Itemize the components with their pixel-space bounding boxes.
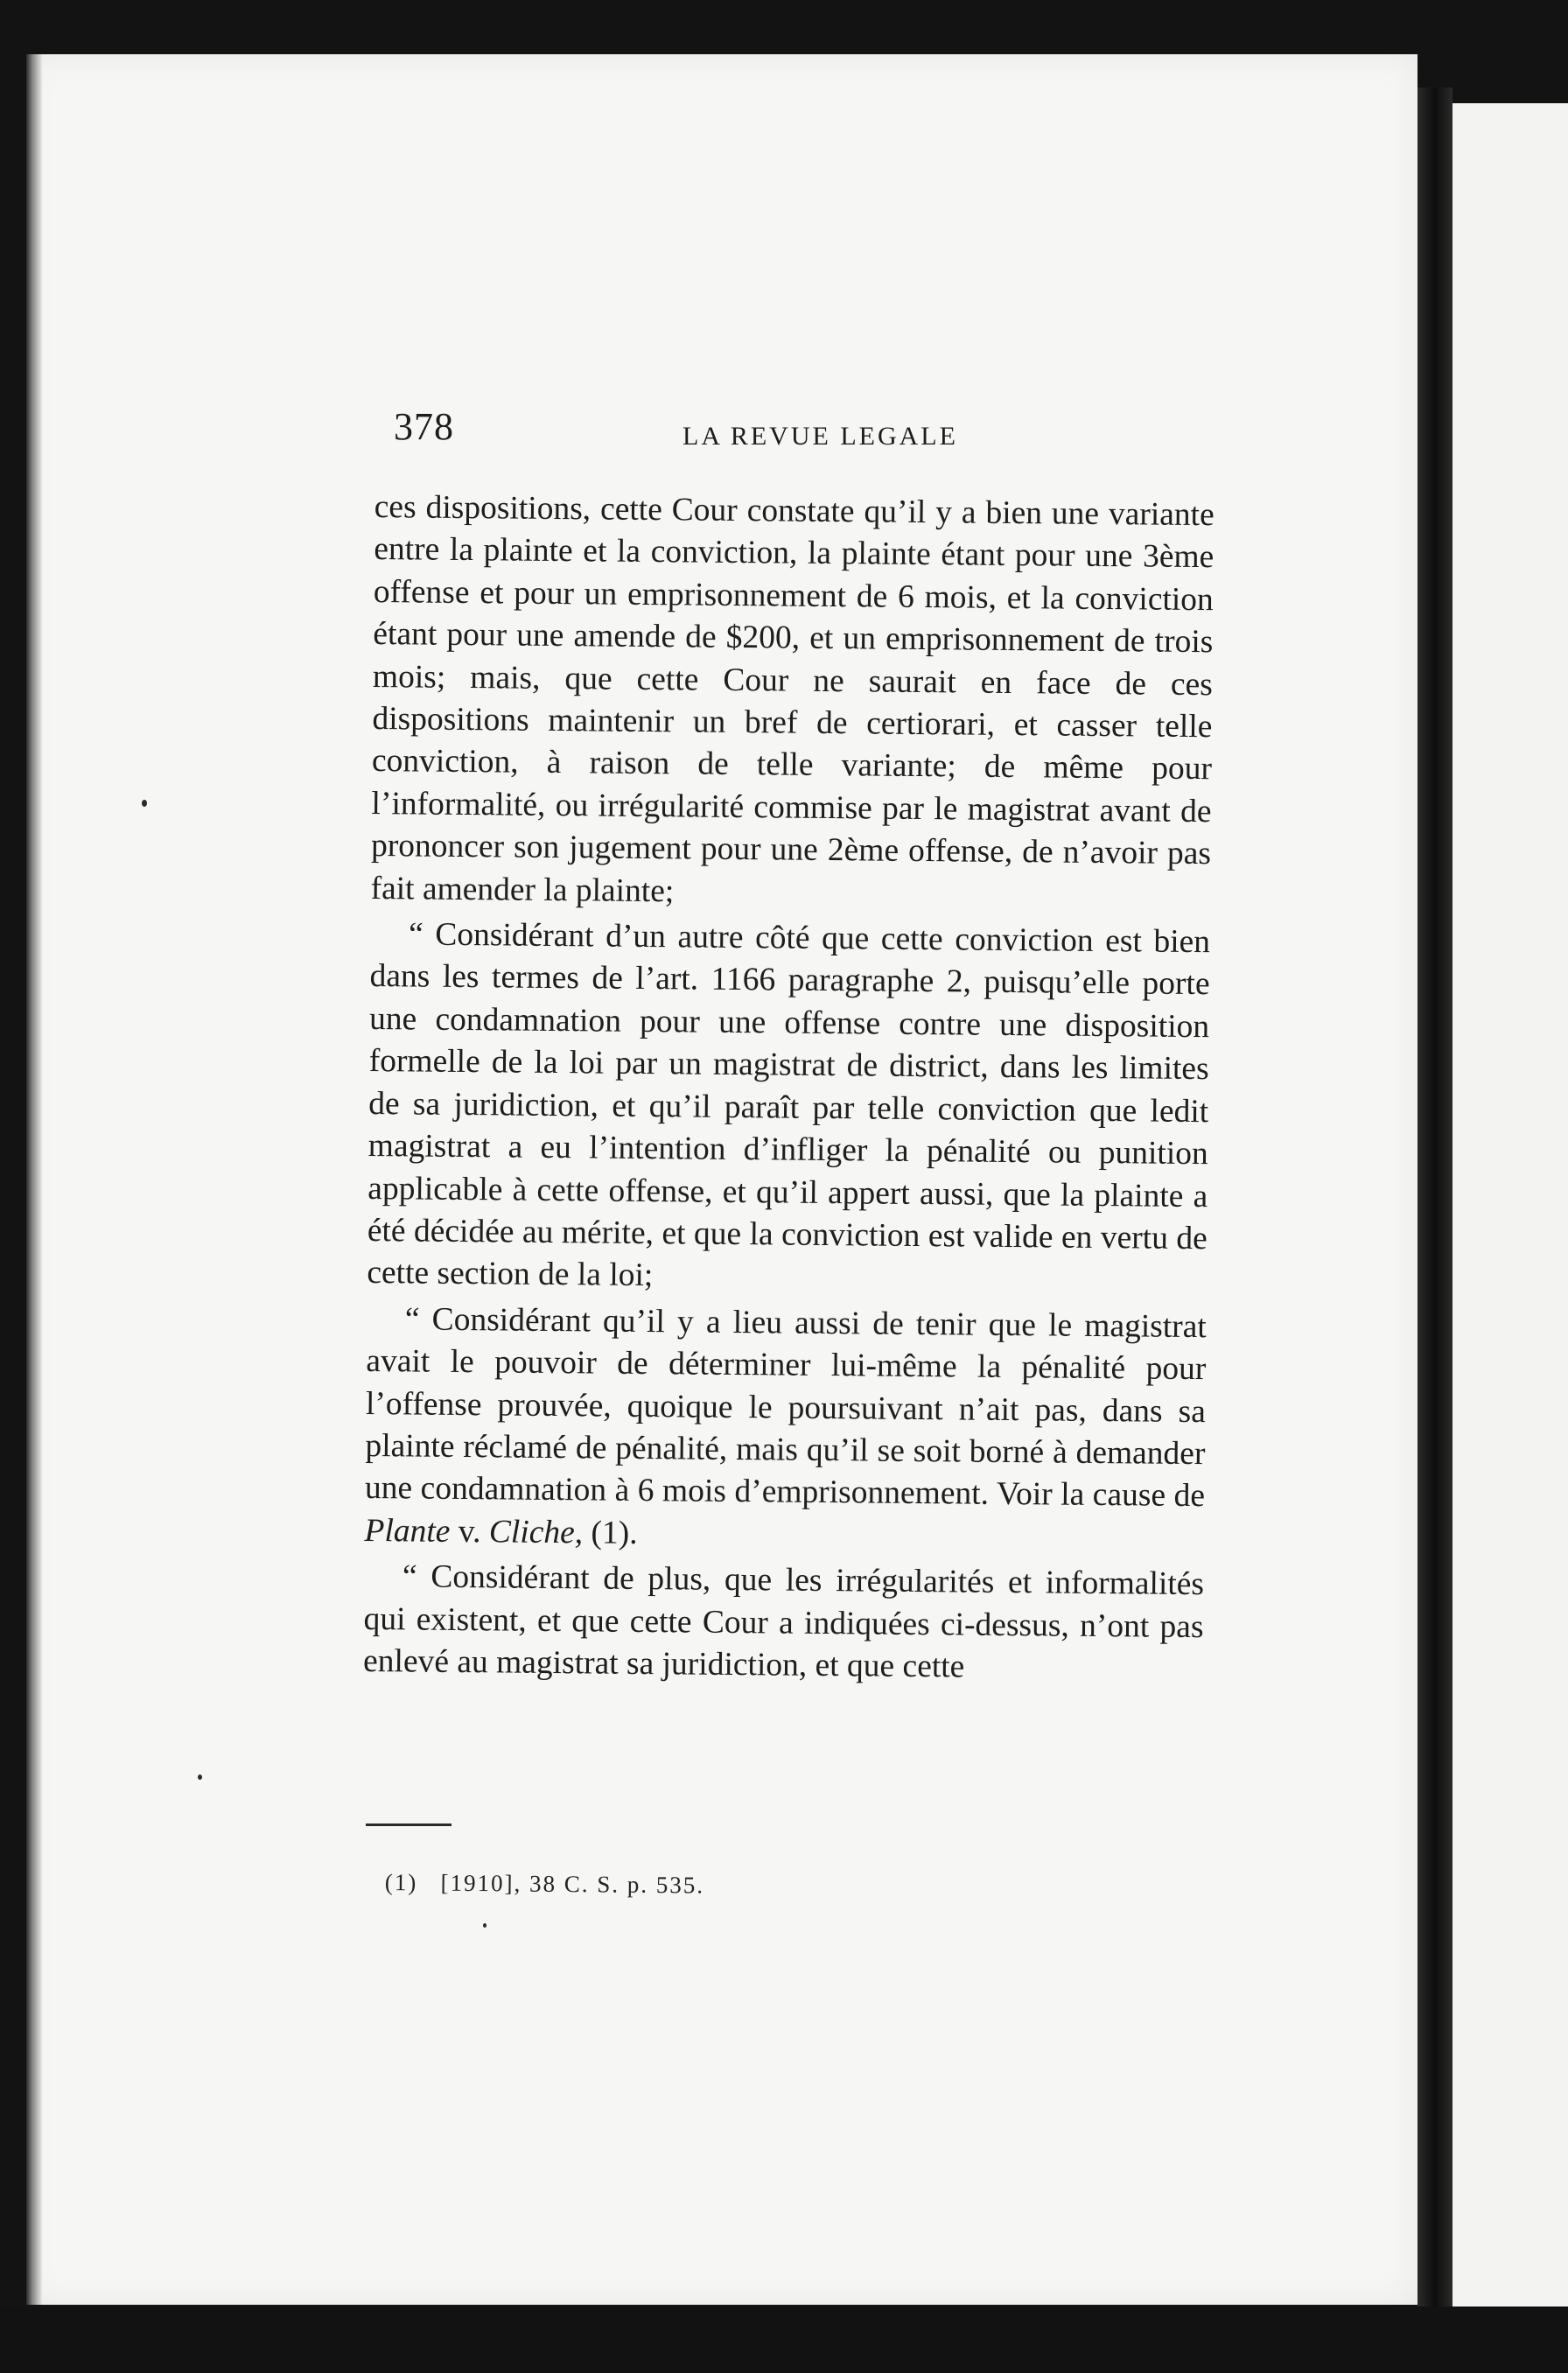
body-text [363,486,1214,1695]
footnote-divider [366,1824,452,1826]
versus-label: v. [458,1513,481,1550]
paper-speck [483,1923,486,1928]
case-name-plaintiff: Plante [364,1512,451,1550]
paragraph-continuation: ces dispositions, cette Cour constate qu’il y a bien une variante entre la plainte et la conviction, la plainte étant pour une 3ème offense et pour un emprisonnement de 6 mois, et la conviction étant pour une amende de $200, et un emprisonnement de trois mois; mais, que cette Cour ne saurait en face de ces dispositions maintenir un bref de certiorari, et casser telle conviction, à raison de telle variante; de même pour l’informalité, ou irrégularité commise par le magistrat avant de prononcer son jugement pour une 2ème offense, de n’avoir pas fait amender la plainte; [370,488,1214,909]
paper-speck [198,1774,202,1780]
footnote-marker: (1) [384,1869,418,1896]
footnote-text: [1910], 38 C. S. p. 535. [440,1869,705,1899]
facing-page-edge [1452,103,1568,2326]
page-number: 378 [394,405,454,448]
journal-title: LA REVUE LEGALE [682,422,958,451]
paper-speck [142,800,147,807]
paragraph-considerant-2 [364,1298,1207,1561]
page-binding-edge [26,54,42,2305]
paragraph-text: “ Considérant qu’il y a lieu aussi de tenir que le magistrat avait le pouvoir de déterminer lui-même la pénalité pour l’offense prouvée, quoique le poursuivant n’ait pas, dans sa plainte réclamé de pénalité, mais qu’il se soit borné à demander une condamnation à 6 mois d’emprisonnement. Voir la cause de [364,1301,1208,1515]
book-gutter [1418,88,1452,2328]
paragraph-considerant-3: “ Considérant de plus, que les irrégularités et informalités qui existent, et que cette Cour a indiquées ci-dessus, n’ont pas enlevé au magistrat sa juridiction, et que cette [362,1558,1205,1685]
footnote [385,1869,705,1900]
footnote-reference: (1). [591,1515,638,1551]
case-name-defendant: Cliche, [488,1514,584,1551]
running-head [394,404,1269,457]
paragraph-considerant-1: “ Considérant d’un autre côté que cette conviction est bien dans les termes de l’art. 1166 paragraphe 2, puisqu’elle porte une condamnation pour une offense contre une disposition formelle de la loi par un magistrat de district, dans les limites de sa juridiction, et qu’il paraît par telle conviction que ledit magistrat a eu l’intention d’infliger la pénalité ou punition applicable à cette offense, et qu’il appert aussi, que la plainte a été décidée au mérite, et que la conviction est valide en vertu de cette section de la loi; [367,916,1211,1294]
scan-bottom-border [0,2306,1568,2373]
